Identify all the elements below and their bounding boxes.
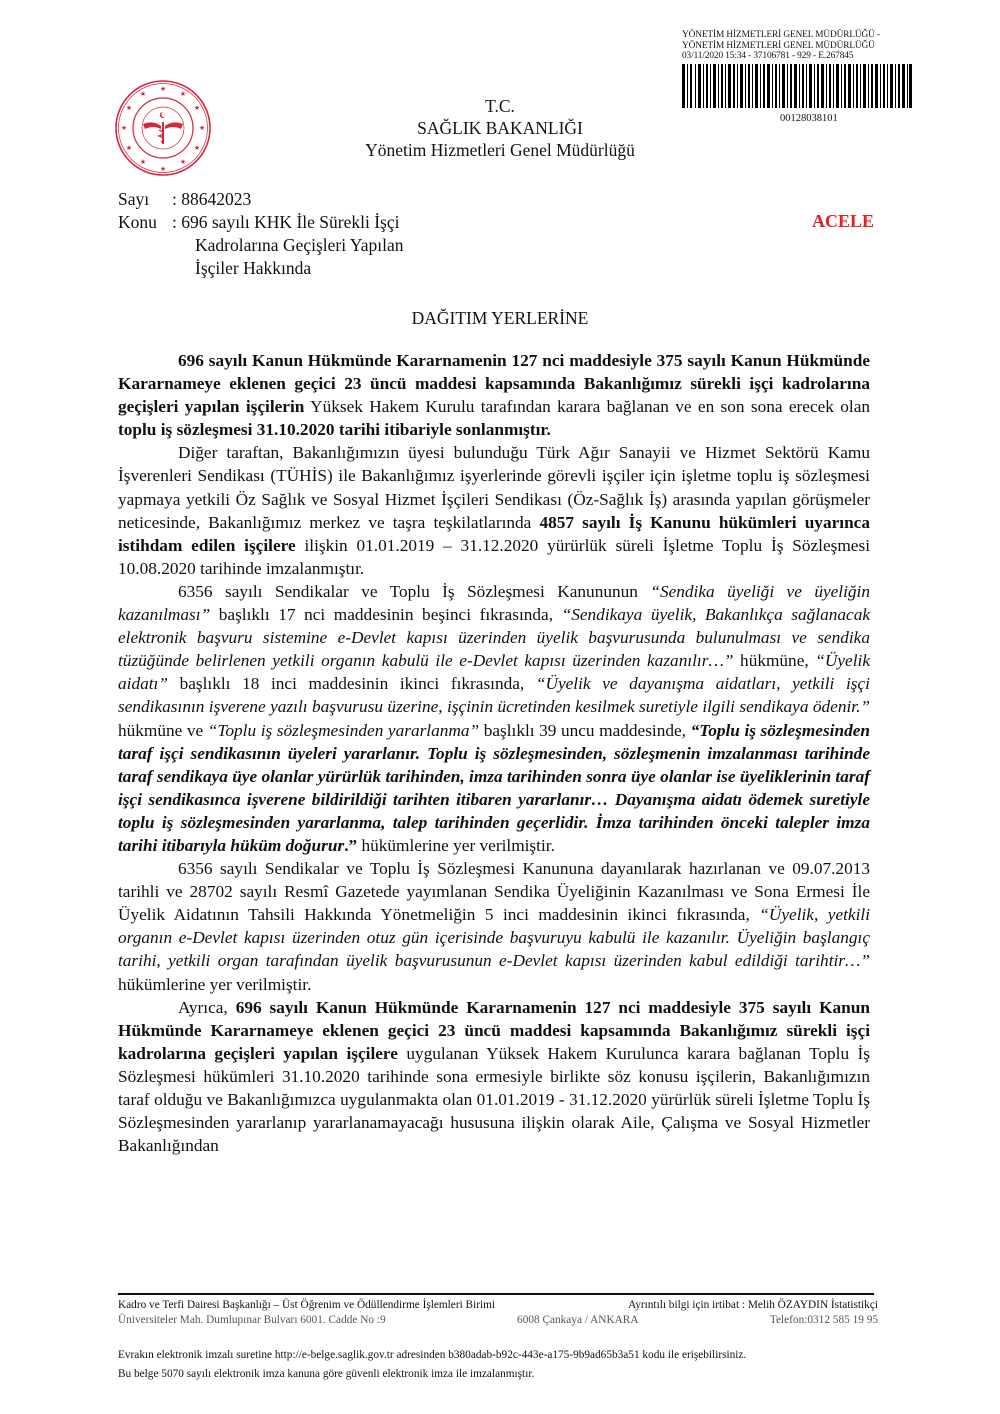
paragraph-4 xyxy=(118,857,870,996)
p3-text-2: başlıklı 17 nci maddesinin beşinci fıkrasında, xyxy=(210,605,562,625)
barcode-line-3: 03/11/2020 15:34 - 37106781 - 929 - E.267845 xyxy=(682,51,854,61)
recipient-heading: DAĞITIM YERLERİNE xyxy=(411,308,589,328)
svg-text:★: ★ xyxy=(125,144,133,152)
barcode-icon xyxy=(682,64,912,108)
svg-text:★: ★ xyxy=(159,85,167,93)
p3-text-7: hükümlerine yer verilmiştir. xyxy=(357,835,555,855)
barcode-line-2: YÖNETİM HİZMETLERİ GENEL MÜDÜRLÜĞÜ xyxy=(682,40,875,51)
svg-text:★: ★ xyxy=(193,144,201,152)
svg-text:★: ★ xyxy=(139,90,147,98)
svg-text:★: ★ xyxy=(125,104,133,112)
footer-department: Kadro ve Terfi Dairesi Başkanlığı – Üst Öğrenim ve Ödüllendirme İşlemleri Birimi xyxy=(118,1299,496,1311)
paragraph-2 xyxy=(118,441,870,580)
footer-divider xyxy=(118,1293,874,1295)
letterhead xyxy=(280,95,720,161)
konu-value-line-2: Kadrolarına Geçişleri Yapılan xyxy=(195,235,404,255)
p3-bold-italic-1: “Toplu iş sözleşmesinden taraf işçi sendikasının üyeleri yararlanır. Toplu iş sözleşmesinden, sözleşmenin imzalanması tarihinde taraf sendikaya üye olanlar yürürlük tarihinden, imza tarihinden sonra üye olanlar ise üyeliklerinin taraf işçi sendikasınca işverene bildirildiği tarihten itibaren yararlanır… Dayanışma aidatı ödemek suretiyle toplu iş sözleşmesinden yararlanma, talep tarihinden geçerlidir. İmza tarihinden önceki talepler imza tarihi itibarıyla hüküm doğurur xyxy=(118,720,870,855)
paragraph-3 xyxy=(118,580,870,857)
e-signature-link-line: Evrakın elektronik imzalı suretine http://e-belge.saglik.gov.tr adresinden b380adab-b92c-443e-a175-9b9ad65b3a51 kodu ile erişebilirsiniz. xyxy=(118,1349,747,1361)
p3-italic-5: “Toplu iş sözleşmesinden yararlanma” xyxy=(207,720,480,740)
p3-text-4: başlıklı 18 inci maddesinin ikinci fıkrasında, xyxy=(167,674,536,694)
e-signature-note xyxy=(118,1346,958,1384)
barcode-line-1: YÖNETİM HİZMETLERİ GENEL MÜDÜRLÜĞÜ - xyxy=(682,30,880,40)
p5-text-2: uygulanan Yüksek Hakem Kurulunca karara bağlanan Toplu İş Sözleşmesi hükümleri 31.10.2020 tarihinde sona ermesiyle birlikte söz konusu işçilerin, Bakanlığımızın taraf olduğu ve Bakanlığımızca uygulanmakta olan 01.01.2019 - 31.12.2020 yürürlük süreli İşletme Toplu İş Sözleşmesinden yararlanıp yararlanamayacağı hususuna ilişkin olarak Aile, Çalışma ve Sosyal Hizmetler Bakanlığından xyxy=(118,1043,870,1156)
p3-text-6: başlıklı 39 uncu maddesinde, xyxy=(479,720,691,740)
p2-bold-1: 4857 sayılı İş Kanunu hükümleri uyarınca istihdam edilen işçilere xyxy=(118,512,870,555)
svg-text:★: ★ xyxy=(198,124,206,132)
svg-text:★: ★ xyxy=(139,158,147,166)
sayi-value: : 88642023 xyxy=(172,189,252,209)
p3-text-3: hükmüne, xyxy=(733,651,816,671)
svg-text:★: ★ xyxy=(179,158,187,166)
letter-body xyxy=(118,349,870,1157)
document-meta xyxy=(118,188,403,280)
p1-bold-1: 696 sayılı Kanun Hükmünde Kararnamenin 127 nci maddesiyle 375 sayılı Kanun Hükmünde Kararnameye eklenen geçici 23 üncü maddesi kapsamında Bakanlığımız sürekli işçi kadrolarına geçişleri yapılan işçilerin xyxy=(118,351,870,417)
p1-bold-2: toplu iş sözleşmesi 31.10.2020 tarihi itibariyle sonlanmıştır. xyxy=(118,420,551,440)
p5-text-1: Ayrıca, xyxy=(178,997,236,1017)
barcode-block xyxy=(682,30,912,125)
p2-text-1: Diğer taraftan, Bakanlığımızın üyesi bulunduğu Türk Ağır Sanayii ve Hizmet Sektörü Kamu İşverenleri Sendikası (TÜHİS) ile Bakanlığımız işyerlerinde görevli işçiler için işletme toplu iş sözleşmesi yapmaya yetkili Öz Sağlık ve Sosyal Hizmet İşçileri Sendikası (Öz-Sağlık İş) arasında yapılan görüşmeler neticesinde, Bakanlığımız merkez ve taşra teşkilatlarında xyxy=(118,443,870,532)
svg-text:★: ★ xyxy=(120,124,128,132)
p1-text-1: Yüksek Hakem Kurulu tarafından karara bağlanan ve en son sona erecek olan xyxy=(304,397,871,417)
ministry-logo xyxy=(113,78,213,178)
konu-label: Konu xyxy=(118,212,157,232)
barcode-number: 00128038101 xyxy=(780,112,838,124)
p2-text-2: ilişkin 01.01.2019 – 31.12.2020 yürürlük süreli İşletme Toplu İş Sözleşmesi 10.08.2020 tarihinde imzalanmıştır. xyxy=(118,535,870,578)
p3-italic-4: “Üyelik ve dayanışma aidatları, yetkili işçi sendikasının işverene yazılı başvurusu üzerine, işçinin ücretinden kesilmek suretiyle ilgili sendikaya ödenir.” xyxy=(118,674,870,717)
footer-city: 6008 Çankaya / ANKARA xyxy=(517,1314,639,1326)
paragraph-1 xyxy=(118,349,870,441)
konu-value-line-3: İşçiler Hakkında xyxy=(195,258,312,278)
footer-phone: Telefon:0312 585 19 95 xyxy=(769,1314,878,1326)
footer-contact: Ayrıntılı bilgi için irtibat : Melih ÖZAYDIN İstatistikçi xyxy=(628,1299,878,1311)
p3-text-1: 6356 sayılı Sendikalar ve Toplu İş Sözleşmesi Kanununun xyxy=(178,581,651,601)
footer xyxy=(118,1298,878,1328)
p4-text-1: 6356 sayılı Sendikalar ve Toplu İş Sözleşmesi Kanununa dayanılarak hazırlanan ve 09.07.2013 tarihli ve 28702 sayılı Resmî Gazetede yayımlanan Sendika Üyeliğinin Kazanılması ve Sona Ermesi İle Üyelik Aidatının Tahsili Hakkında Yönetmeliğin 5 inci maddesinin ikinci fıkrasında, xyxy=(118,859,870,925)
svg-text:★: ★ xyxy=(179,90,187,98)
header-ministry: SAĞLIK BAKANLIĞI xyxy=(417,118,583,138)
p3-italic-2: “Sendikaya üyelik, Bakanlıkça sağlanacak elektronik başvuru sistemine e-Devlet kapısı üzerinden üyelik başvurusunda bulunulması ve sendika tüzüğünde belirlenen yetkili organın kabulü ile e-Devlet kapısı üzerinden kazanılır…” xyxy=(118,605,871,671)
p3-bold-1: .” xyxy=(344,835,358,855)
paragraph-5 xyxy=(118,996,870,1158)
p3-italic-3: “Üyelik aidatı” xyxy=(118,651,870,694)
header-directorate: Yönetim Hizmetleri Genel Müdürlüğü xyxy=(365,140,635,160)
ministry-of-health-seal-icon xyxy=(113,78,213,178)
p5-bold-1: 696 sayılı Kanun Hükmünde Kararnamenin 127 nci maddesiyle 375 sayılı Kanun Hükmünde Kararnameye eklenen geçici 23 üncü maddesi kapsamında Bakanlığımız sürekli işçi kadrolarına geçişleri yapılan işçilere xyxy=(118,997,870,1063)
svg-text:★: ★ xyxy=(159,165,167,173)
svg-text:★: ★ xyxy=(193,104,201,112)
p3-text-5: hükmüne ve xyxy=(118,720,208,740)
sayi-label: Sayı xyxy=(118,189,150,209)
footer-address: Üniversiteler Mah. Dumlupınar Bulvarı 6001. Cadde No :9 xyxy=(118,1314,386,1326)
p4-text-2: hükümlerine yer verilmiştir. xyxy=(118,974,312,994)
p4-italic-1: “Üyelik, yetkili organın e-Devlet kapısı üzerinden otuz gün içerisinde başvuruyu kabulü ile kazanılır. Üyeliğin başlangıç tarihi, yetkili organ tarafından üyelik başvurusunun e-Devlet kapısı üzerinden kabul edildiği tarihtir…” xyxy=(118,905,870,971)
e-signature-law-line: Bu belge 5070 sayılı elektronik imza kanuna göre güvenli elektronik imza ile imzalanmıştır. xyxy=(118,1368,535,1380)
p3-italic-1: “Sendika üyeliği ve üyeliğin kazanılması” xyxy=(118,581,870,625)
konu-value-line-1: : 696 sayılı KHK İle Sürekli İşçi xyxy=(172,212,400,232)
priority-badge: ACELE xyxy=(812,211,875,231)
header-tc: T.C. xyxy=(485,96,515,116)
